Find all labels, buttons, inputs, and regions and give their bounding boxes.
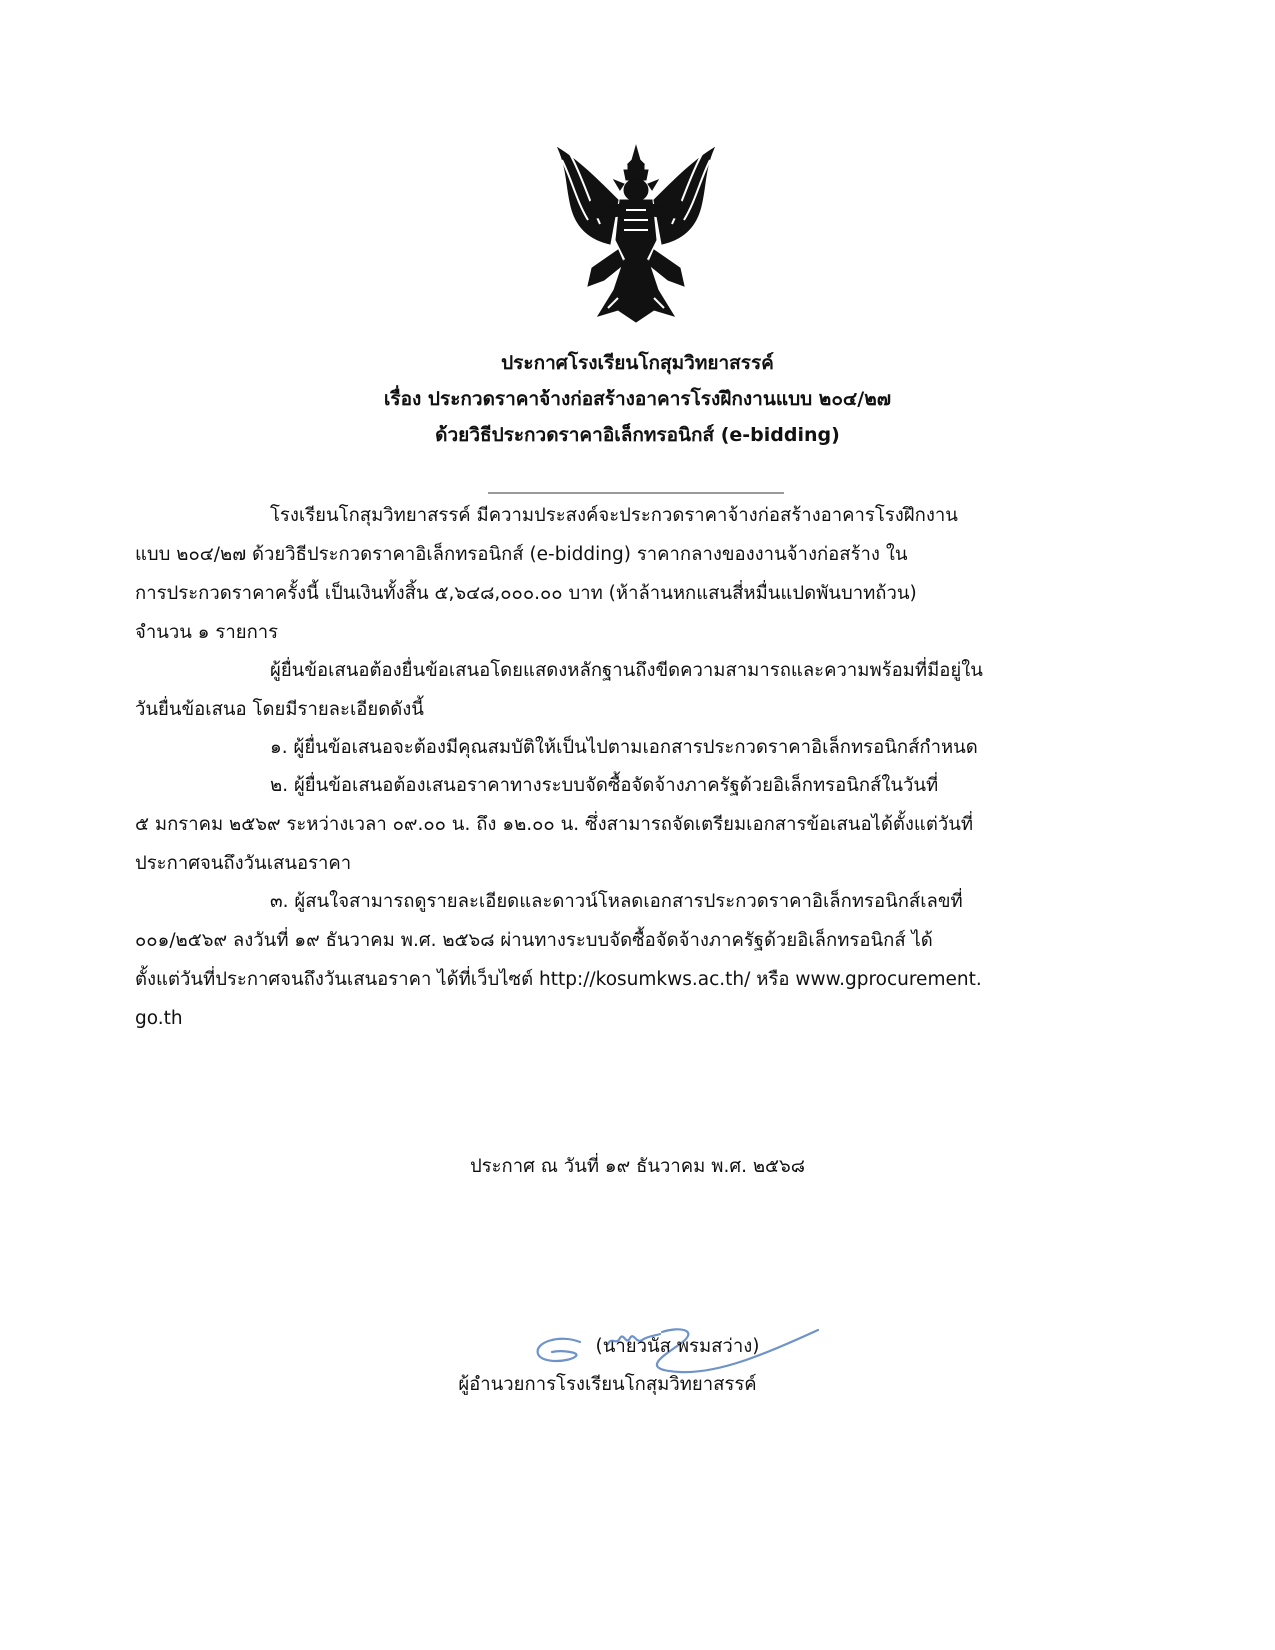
body-line: จำนวน ๑ รายการ (135, 622, 279, 643)
garuda-emblem-icon (548, 140, 724, 330)
body-line: ๕ มกราคม ๒๕๖๙ ระหว่างเวลา ๐๙.๐๐ น. ถึง ๑๒.๐๐ น. ซึ่งสามารถจัดเตรียมเอกสารข้อเสนอได้ตั้งแต่วันที่ (135, 814, 974, 835)
body-line: ผู้ยื่นข้อเสนอต้องยื่นข้อเสนอโดยแสดงหลักฐานถึงขีดความสามารถและความพร้อมที่มีอยู่ใน (270, 660, 983, 681)
body-line: go.th (135, 1008, 183, 1029)
title-divider (488, 492, 784, 494)
list-item: ๑. ผู้ยื่นข้อเสนอจะต้องมีคุณสมบัติให้เป็นไปตามเอกสารประกวดราคาอิเล็กทรอนิกส์กำหนด (270, 737, 978, 758)
signatory-name: (นายวนัส พรมสว่าง) (595, 1336, 760, 1357)
announcement-subject: เรื่อง ประกวดราคาจ้างก่อสร้างอาคารโรงฝึกงานแบบ ๒๐๔/๒๗ (383, 388, 892, 410)
announcement-title: ประกาศโรงเรียนโกสุมวิทยาสรรค์ (501, 352, 774, 374)
body-line: ๐๐๑/๒๕๖๙ ลงวันที่ ๑๙ ธันวาคม พ.ศ. ๒๕๖๘ ผ่านทางระบบจัดซื้อจัดจ้างภาครัฐด้วยอิเล็กทรอนิกส์ ได้ (135, 930, 933, 951)
body-line: แบบ ๒๐๔/๒๗ ด้วยวิธีประกวดราคาอิเล็กทรอนิกส์ (e-bidding) ราคากลางของงานจ้างก่อสร้าง ใน (135, 544, 908, 565)
body-line: วันยื่นข้อเสนอ โดยมีรายละเอียดดังนี้ (135, 699, 424, 720)
signatory-position: ผู้อำนวยการโรงเรียนโกสุมวิทยาสรรค์ (458, 1374, 757, 1395)
body-line: โรงเรียนโกสุมวิทยาสรรค์ มีความประสงค์จะประกวดราคาจ้างก่อสร้างอาคารโรงฝึกงาน (270, 505, 958, 526)
list-item: ๓. ผู้สนใจสามารถดูรายละเอียดและดาวน์โหลดเอกสารประกวดราคาอิเล็กทรอนิกส์เลขที่ (270, 891, 963, 912)
body-line: การประกวดราคาครั้งนี้ เป็นเงินทั้งสิ้น ๕,๖๔๘,๐๐๐.๐๐ บาท (ห้าล้านหกแสนสี่หมื่นแปดพันบาทถ้วน) (135, 583, 917, 604)
announcement-date: ประกาศ ณ วันที่ ๑๙ ธันวาคม พ.ศ. ๒๕๖๘ (469, 1156, 806, 1177)
announcement-method: ด้วยวิธีประกวดราคาอิเล็กทรอนิกส์ (e-bidding) (435, 424, 840, 446)
body-line: ตั้งแต่วันที่ประกาศจนถึงวันเสนอราคา ได้ที่เว็บไซต์ http://kosumkws.ac.th/ หรือ www.gprocurement. (135, 969, 982, 990)
list-item: ๒. ผู้ยื่นข้อเสนอต้องเสนอราคาทางระบบจัดซื้อจัดจ้างภาครัฐด้วยอิเล็กทรอนิกส์ในวันที่ (270, 775, 939, 796)
body-line: ประกาศจนถึงวันเสนอราคา (135, 853, 352, 874)
title-block (0, 345, 1275, 453)
